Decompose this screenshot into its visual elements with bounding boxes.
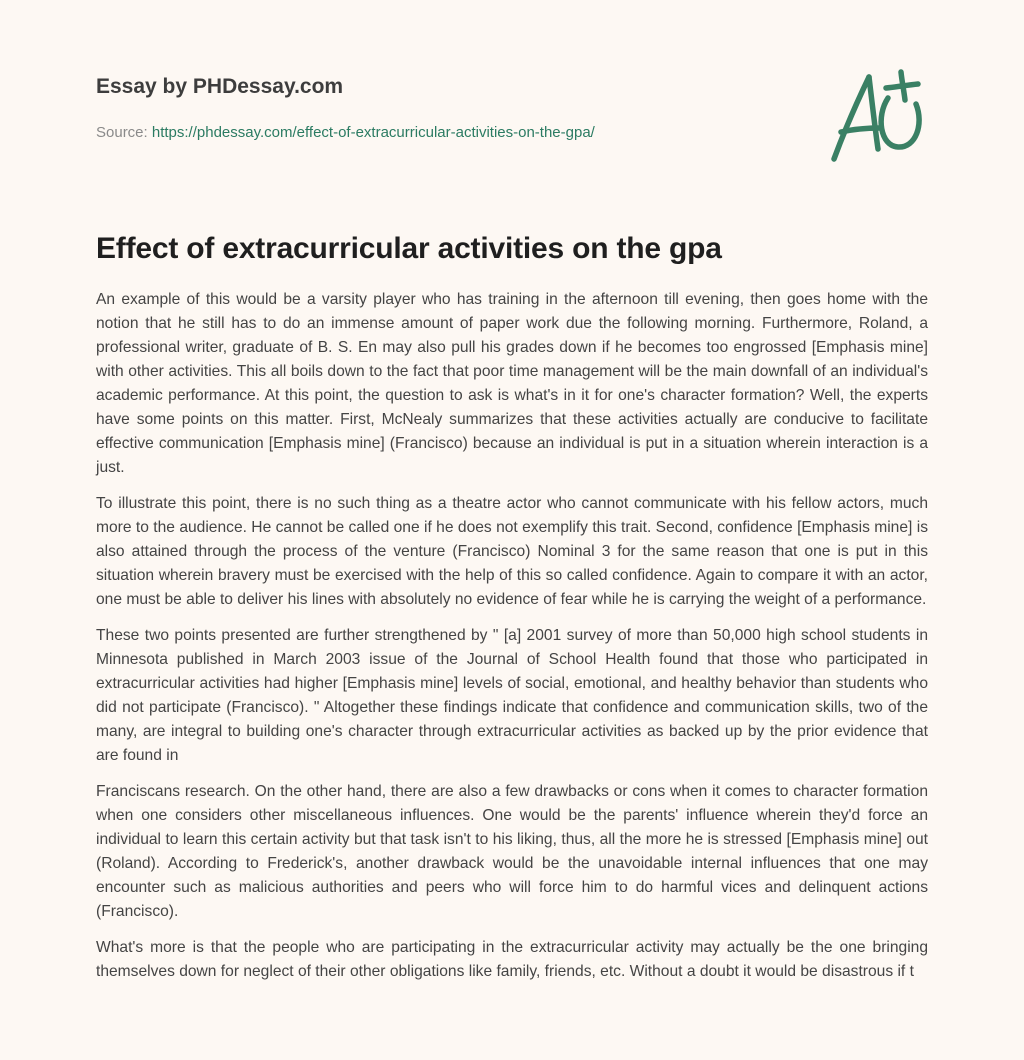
page-header [96,0,928,190]
essay-paragraph: An example of this would be a varsity player who has training in the afternoon till evening, then goes home with the notion that he still has to do an immense amount of paper work due the following morning. Furthermore, Roland, a professional writer, graduate of B. S. En may also pull his grades down if he becomes too engrossed [Emphasis mine] with other activities. This all boils down to the fact that poor time management will be the main downfall of an individual's academic performance. At this point, the question to ask is what's in it for one's character formation? Well, the experts have some points on this matter. First, McNealy summarizes that these activities actually are conducive to facilitate effective communication [Emphasis mine] (Francisco) because an individual is put in a situation wherein interaction is a just. [96,291,928,476]
essay-paragraph: These two points presented are further strengthened by " [a] 2001 survey of more than 50,000 high school students in Minnesota published in March 2003 issue of the Journal of School Health found that those who participated in extracurricular activities had higher [Emphasis mine] levels of social, emotional, and healthy behavior than students who did not participate (Francisco). " Altogether these findings indicate that confidence and communication skills, two of the many, are integral to building one's character through extracurricular activities as backed up by the prior evidence that are found in [96,627,928,764]
essay-paragraph: What's more is that the people who are participating in the extracurricular activity may actually be the one bringing themselves down for neglect of their other obligations like family, friends, etc. Without a doubt it would be disastrous if t [96,939,928,980]
essay-title: Effect of extracurricular activities on the gpa [96,232,722,265]
essay-paragraph: Franciscans research. On the other hand, there are also a few drawbacks or cons when it comes to character formation when one considers other miscellaneous influences. One would be the parents' influence wherein they'd force an individual to learn this certain activity but that task isn't to his liking, thus, all the more he is stressed [Emphasis mine] out (Roland). According to Frederick's, another drawback would be the unavoidable internal influences that one may encounter such as malicious authorities and peers who will force him to do harmful vices and delinquent actions (Francisco). [96,783,928,920]
source-line [96,124,595,141]
essay-body [96,288,928,984]
source-link[interactable]: https://phdessay.com/effect-of-extracurricular-activities-on-the-gpa/ [151,124,595,141]
source-label: Source: [96,124,152,141]
essay-paragraph: To illustrate this point, there is no such thing as a theatre actor who cannot communicate with his fellow actors, much more to the audience. He cannot be called one if he does not exemplify this trait. Second, confidence [Emphasis mine] is also attained through the process of the venture (Francisco) Nominal 3 for the same reason that one is put in this situation wherein bravery must be exercised with the help of this so called confidence. Again to compare it with an actor, one must be able to deliver his lines with absolutely no evidence of fear while he is carrying the weight of a performance. [96,495,928,608]
brand-title: Essay by PHDessay.com [96,75,344,98]
a-plus-logo-icon [820,66,930,166]
